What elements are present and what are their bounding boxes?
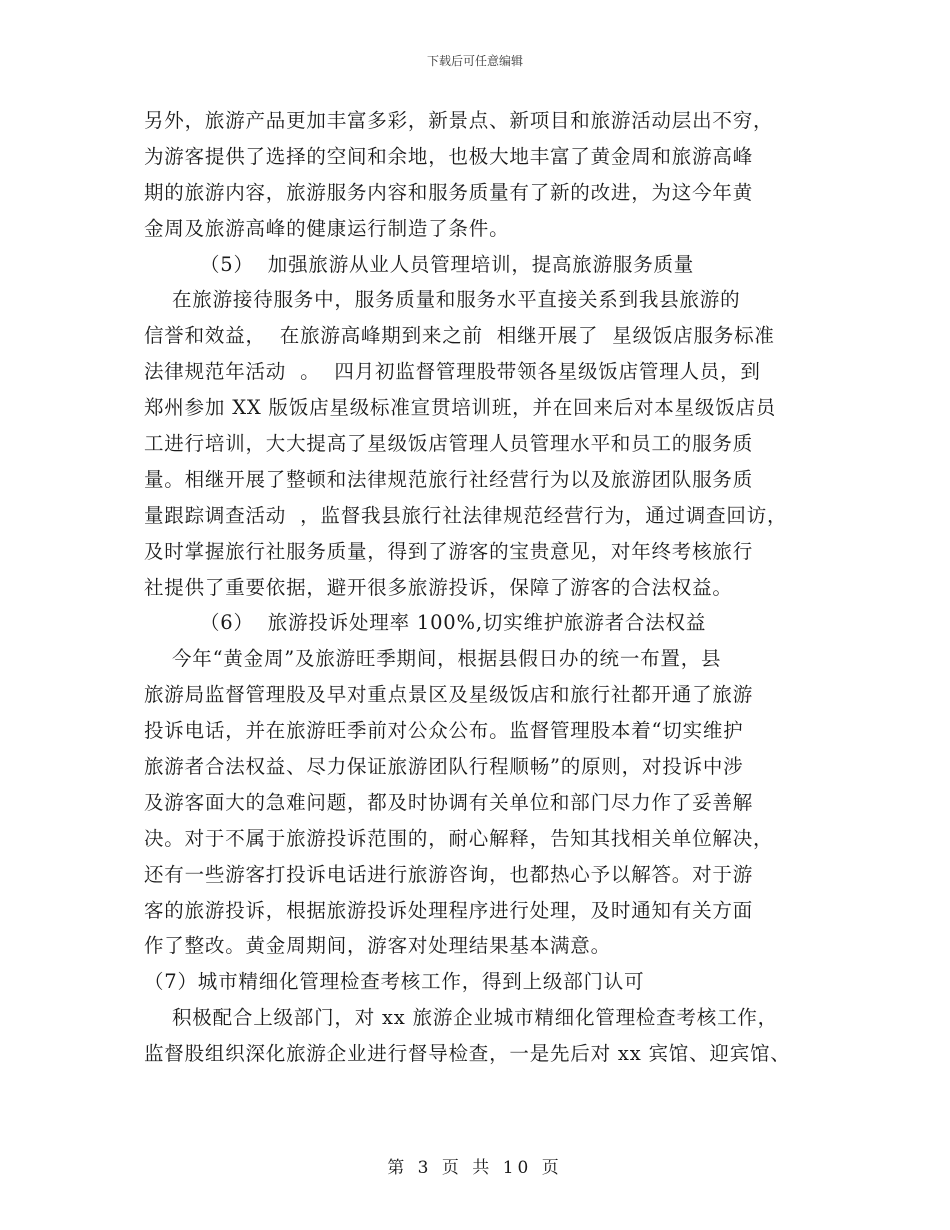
text-line: 在旅游接待服务中，服务质量和服务水平直接关系到我县旅游的 — [144, 288, 741, 312]
section-heading-5: （5） 加强旅游从业人员管理培训，提高旅游服务质量 — [144, 252, 695, 276]
text-line: 积极配合上级部门，对 xx 旅游企业城市精细化管理检查考核工作， — [144, 1006, 778, 1030]
text-line: 金周及旅游高峰的健康运行制造了条件。 — [144, 216, 510, 240]
text-line: 量。相继开展了整顿和法律规范旅行社经营行为以及旅游团队服务质 — [144, 467, 754, 491]
text-line: 及时掌握旅行社服务质量，得到了游客的宝贵意见，对年终考核旅行 — [144, 539, 754, 563]
section-heading-7: （7）城市精细化管理检查考核工作，得到上级部门认可 — [144, 970, 645, 994]
text-line: 旅游者合法权益、尽力保证旅游团队行程顺畅”的原则，对投诉中涉 — [144, 755, 744, 779]
text-line: 作了整改。黄金周期间，游客对处理结果基本满意。 — [144, 934, 611, 958]
text-line: 今年“黄金周”及旅游旺季期间，根据县假日办的统一布置，县 — [144, 647, 722, 671]
text-line: 及游客面大的急难问题，都及时协调有关单位和部门尽力作了妥善解 — [144, 790, 754, 814]
document-body — [144, 103, 824, 1072]
text-line: 监督股组织深化旅游企业进行督导检查，一是先后对 xx 宾馆、迎宾馆、 — [144, 1042, 791, 1066]
page-header: 下载后可任意编辑 — [426, 54, 523, 68]
page-footer: 第 3 页 共 10 页 — [387, 1158, 563, 1178]
text-line: 工进行培训，大大提高了星级饭店管理人员管理水平和员工的服务质 — [144, 432, 754, 456]
text-line: 还有一些游客打投诉电话进行旅游咨询，也都热心予以解答。对于游 — [144, 862, 754, 886]
text-line: 量跟踪调查活动 ，监督我县旅行社法律规范经营行为，通过调查回访， — [144, 503, 788, 527]
text-line: 信誉和效益， 在旅游高峰期到来之前 相继开展了 星级饭店服务标准 — [144, 324, 775, 348]
text-line: 客的旅游投诉，根据旅游投诉处理程序进行处理，及时通知有关方面 — [144, 898, 754, 922]
text-line: 社提供了重要依据，避开很多旅游投诉，保障了游客的合法权益。 — [144, 575, 733, 599]
section-heading-6: （6） 旅游投诉处理率 100%,切实维护旅游者合法权益 — [144, 611, 707, 635]
text-line: 投诉电话，并在旅游旺季前对公众公布。监督管理股本着“切实维护 — [144, 719, 744, 743]
text-line: 法律规范年活动 。 四月初监督管理股带领各星级饭店管理人员，到 — [144, 360, 761, 384]
text-line: 为游客提供了选择的空间和余地，也极大地丰富了黄金周和旅游高峰 — [144, 144, 754, 168]
text-line: 决。对于不属于旅游投诉范围的，耐心解释，告知其找相关单位解决， — [144, 826, 774, 850]
text-line: 旅游局监督管理股及早对重点景区及星级饭店和旅行社都开通了旅游 — [144, 683, 754, 707]
text-line: 期的旅游内容，旅游服务内容和服务质量有了新的改进，为这今年黄 — [144, 180, 754, 204]
text-line: 郑州参加 XX 版饭店星级标准宣贯培训班，并在回来后对本星级饭店员 — [144, 396, 777, 420]
text-line: 另外，旅游产品更加丰富多彩，新景点、新项目和旅游活动层出不穷， — [144, 109, 774, 132]
